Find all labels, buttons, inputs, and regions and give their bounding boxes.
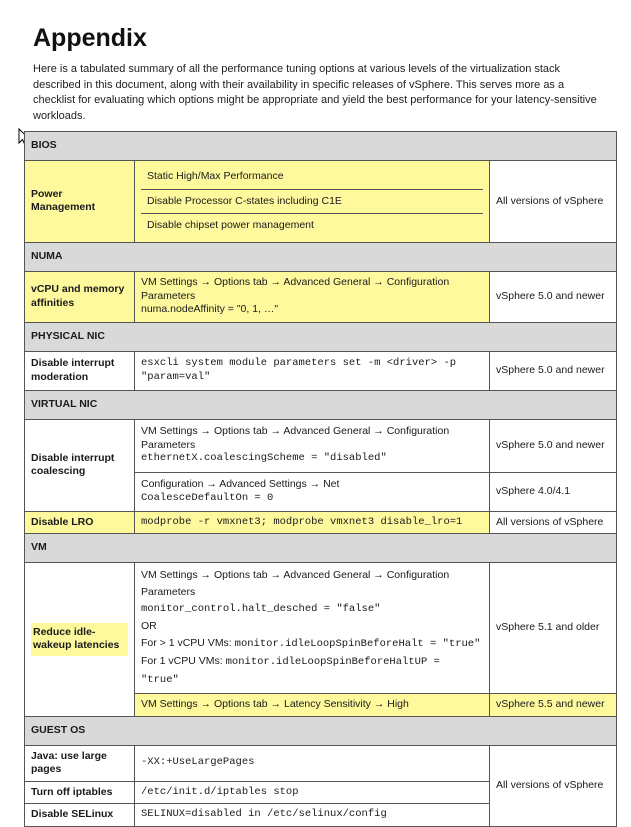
option-label-disable-selinux: Disable SELinux xyxy=(25,804,135,827)
option-setting: Disable Processor C-states including C1E xyxy=(141,190,483,215)
setting-prefix: For 1 vCPU VMs: xyxy=(141,655,223,667)
tuning-options-table xyxy=(24,131,617,827)
table-row xyxy=(25,161,617,243)
availability-cell: All versions of vSphere xyxy=(490,511,617,534)
option-label-reduce-idle-wakeup xyxy=(25,563,135,717)
option-label-disable-interrupt-coalescing: Disable interrupt coalescing xyxy=(25,419,135,511)
setting-path: VM Settings → Options tab → Advanced General → Configuration Parameters xyxy=(141,425,450,451)
option-setting: Static High/Max Performance xyxy=(141,165,483,190)
section-header-numa: NUMA xyxy=(25,242,617,271)
command-cell: modprobe -r vmxnet3; modprobe vmxnet3 disable_lro=1 xyxy=(135,511,490,534)
option-settings-cell xyxy=(135,419,490,472)
section-row-guest-os xyxy=(25,716,617,745)
option-label-java-large-pages: Java: use large pages xyxy=(25,745,135,781)
availability-cell: vSphere 5.5 and newer xyxy=(490,694,617,717)
table-row xyxy=(25,745,617,781)
section-header-virtual-nic: VIRTUAL NIC xyxy=(25,390,617,419)
setting-path: Configuration → Advanced Settings → Net xyxy=(141,478,340,490)
availability-cell: vSphere 4.0/4.1 xyxy=(490,472,617,511)
table-row xyxy=(25,419,617,472)
option-settings-cell xyxy=(135,472,490,511)
option-label-power-management: Power Management xyxy=(25,161,135,243)
setting-path: VM Settings → Options tab → Advanced General → Configuration Parameters xyxy=(141,569,450,598)
section-row-virtual-nic xyxy=(25,390,617,419)
setting-value: CoalesceDefaultOn = 0 xyxy=(141,491,274,504)
option-settings-cell xyxy=(135,161,490,243)
table-row xyxy=(25,563,617,694)
setting-prefix: For > 1 vCPU VMs: xyxy=(141,637,232,649)
option-setting: Disable chipset power management xyxy=(147,219,314,231)
section-row-physical-nic xyxy=(25,322,617,351)
setting-value: monitor.idleLoopSpinBeforeHaltUP = "true" xyxy=(141,656,440,686)
setting-single-vcpu xyxy=(141,653,483,689)
or-separator: OR xyxy=(141,620,157,632)
command-cell: /etc/init.d/iptables stop xyxy=(135,781,490,804)
section-header-vm: VM xyxy=(25,534,617,563)
table-row xyxy=(25,511,617,534)
section-header-guest-os: GUEST OS xyxy=(25,716,617,745)
option-label-disable-lro: Disable LRO xyxy=(25,511,135,534)
availability-cell: vSphere 5.0 and newer xyxy=(490,271,617,322)
setting-value: monitor.idleLoopSpinBeforeHalt = "true" xyxy=(234,638,481,650)
setting-path: VM Settings → Options tab → Advanced General → Configuration Parameters xyxy=(141,276,450,302)
table-row xyxy=(25,351,617,390)
highlighted-label: Reduce idle-wakeup latencies xyxy=(31,623,128,656)
section-row-bios xyxy=(25,132,617,161)
availability-cell: vSphere 5.1 and older xyxy=(490,563,617,694)
availability-cell: All versions of vSphere xyxy=(490,745,617,826)
setting-value: monitor_control.halt_desched = "false" xyxy=(141,603,381,615)
section-header-physical-nic: PHYSICAL NIC xyxy=(25,322,617,351)
setting-multi-vcpu xyxy=(141,635,483,653)
availability-cell: All versions of vSphere xyxy=(490,161,617,243)
availability-cell: vSphere 5.0 and newer xyxy=(490,351,617,390)
option-settings-cell xyxy=(135,271,490,322)
table-row xyxy=(25,271,617,322)
page-title: Appendix xyxy=(33,24,147,52)
option-label-vcpu-memory-affinities: vCPU and memory affinities xyxy=(25,271,135,322)
setting-value: ethernetX.coalescingScheme = "disabled" xyxy=(141,452,387,465)
command-cell: SELINUX=disabled in /etc/selinux/config xyxy=(135,804,490,827)
command-cell: -XX:+UseLargePages xyxy=(135,745,490,781)
option-label-turn-off-iptables: Turn off iptables xyxy=(25,781,135,804)
option-settings-cell xyxy=(135,563,490,694)
setting-value: numa.nodeAffinity = "0, 1, …" xyxy=(141,303,279,316)
command-cell: esxcli system module parameters set -m <driver> -p "param=val" xyxy=(135,351,490,390)
section-row-vm xyxy=(25,534,617,563)
availability-cell: vSphere 5.0 and newer xyxy=(490,419,617,472)
option-settings-cell: VM Settings → Options tab → Latency Sensitivity → High xyxy=(135,694,490,717)
option-label-disable-interrupt-moderation: Disable interrupt moderation xyxy=(25,351,135,390)
section-header-bios: BIOS xyxy=(25,132,617,161)
section-row-numa xyxy=(25,242,617,271)
intro-paragraph: Here is a tabulated summary of all the performance tuning options at various levels of the virtualization stack described in this document, along with their availability in specific releases of vSphere. This serves more as a checklist for evaluating which options might be appropriate and yield the best performance for your latency-sensitive workloads. xyxy=(33,63,597,122)
